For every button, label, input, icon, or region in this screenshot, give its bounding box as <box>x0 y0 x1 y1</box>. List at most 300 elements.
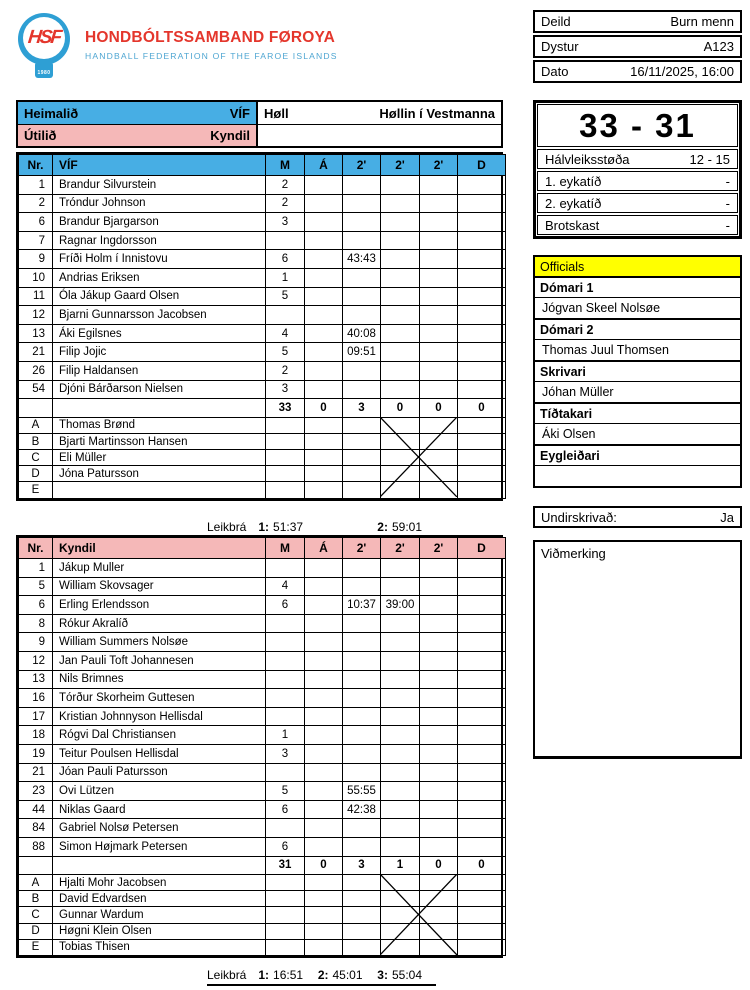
score-panel <box>533 100 742 239</box>
player-d-cell <box>458 744 506 763</box>
roster-table <box>18 154 506 499</box>
player-m-cell: 6 <box>266 837 305 856</box>
player-row <box>19 577 506 596</box>
player-nr-cell: 26 <box>19 361 53 380</box>
player-p1-cell: 40:08 <box>343 324 381 343</box>
roster-table-away <box>16 535 503 958</box>
player-m-cell <box>266 614 305 633</box>
player-m-cell <box>266 651 305 670</box>
player-p1-cell <box>343 361 381 380</box>
match-info-label: Deild <box>541 14 571 29</box>
bench-empty-cell <box>420 466 458 482</box>
player-m-cell <box>266 819 305 838</box>
player-p3-cell <box>420 707 458 726</box>
player-p2-cell <box>381 837 420 856</box>
bench-empty-cell <box>305 923 343 939</box>
player-p2-cell <box>381 577 420 596</box>
player-m-cell: 5 <box>266 287 305 306</box>
bench-row <box>19 466 506 482</box>
player-nr-cell: 18 <box>19 726 53 745</box>
extratime1-value: - <box>725 173 730 189</box>
bench-empty-cell <box>305 450 343 466</box>
player-m-cell: 4 <box>266 577 305 596</box>
bench-empty-cell <box>266 907 305 923</box>
player-a-cell <box>305 250 343 269</box>
player-p1-cell <box>343 614 381 633</box>
bench-row <box>19 907 506 923</box>
player-row <box>19 689 506 708</box>
player-a-cell <box>305 633 343 652</box>
bench-name-cell: Bjarti Martinsson Hansen <box>53 433 266 449</box>
player-a-cell <box>305 596 343 615</box>
player-a-cell <box>305 380 343 399</box>
player-m-cell: 3 <box>266 213 305 232</box>
player-name-cell: Ragnar Ingdorsson <box>53 231 266 250</box>
player-nr-cell: 84 <box>19 819 53 838</box>
player-name-cell: Tórður Skorheim Guttesen <box>53 689 266 708</box>
player-name-cell: Kristian Johnnyson Hellisdal <box>53 707 266 726</box>
player-d-cell <box>458 380 506 399</box>
player-nr-cell: 13 <box>19 324 53 343</box>
player-m-cell: 1 <box>266 726 305 745</box>
player-d-cell <box>458 324 506 343</box>
match-info-label: Dystur <box>541 39 579 54</box>
match-info-value: Burn menn <box>670 14 734 29</box>
player-a-cell <box>305 819 343 838</box>
player-p3-cell <box>420 324 458 343</box>
bench-empty-cell <box>305 875 343 891</box>
player-a-cell <box>305 782 343 801</box>
bench-empty-cell <box>305 433 343 449</box>
bench-empty-cell <box>381 891 420 907</box>
player-m-cell: 6 <box>266 800 305 819</box>
column-header: Nr. <box>19 538 53 559</box>
player-row <box>19 744 506 763</box>
bench-empty-cell <box>343 482 381 498</box>
player-name-cell: Rógvi Dal Christiansen <box>53 726 266 745</box>
shootout-value: - <box>725 217 730 233</box>
bench-empty-cell <box>305 891 343 907</box>
totals-row <box>19 399 506 418</box>
player-p2-cell <box>381 614 420 633</box>
bench-empty-cell <box>343 417 381 433</box>
bench-empty-cell <box>381 907 420 923</box>
player-p1-cell <box>343 651 381 670</box>
player-d-cell <box>458 782 506 801</box>
column-header: 2' <box>420 155 458 176</box>
player-p1-cell <box>343 268 381 287</box>
player-d-cell <box>458 306 506 325</box>
player-row <box>19 559 506 578</box>
player-d-cell <box>458 250 506 269</box>
player-p1-cell <box>343 380 381 399</box>
player-p1-cell: 42:38 <box>343 800 381 819</box>
totals-value-cell: 31 <box>266 856 305 875</box>
player-name-cell: Teitur Poulsen Hellisdal <box>53 744 266 763</box>
player-p1-cell <box>343 306 381 325</box>
match-info-row <box>533 35 742 58</box>
player-p2-cell <box>381 380 420 399</box>
bench-row <box>19 939 506 955</box>
player-d-cell <box>458 176 506 195</box>
player-nr-cell: 21 <box>19 763 53 782</box>
match-info-value: A123 <box>703 39 734 54</box>
player-d-cell <box>458 837 506 856</box>
player-nr-cell: 17 <box>19 707 53 726</box>
player-p1-cell <box>343 287 381 306</box>
player-nr-cell: 11 <box>19 287 53 306</box>
player-m-cell: 1 <box>266 268 305 287</box>
totals-value-cell: 0 <box>458 856 506 875</box>
signed-box <box>533 506 742 528</box>
player-row <box>19 726 506 745</box>
bench-letter-cell: D <box>19 923 53 939</box>
player-d-cell <box>458 213 506 232</box>
player-row <box>19 194 506 213</box>
bench-empty-cell <box>420 875 458 891</box>
player-p1-cell: 10:37 <box>343 596 381 615</box>
player-name-cell: Djóni Bárðarson Nielsen <box>53 380 266 399</box>
player-p2-cell <box>381 763 420 782</box>
bench-empty-cell <box>381 450 420 466</box>
player-d-cell <box>458 819 506 838</box>
player-a-cell <box>305 651 343 670</box>
bench-empty-cell <box>266 466 305 482</box>
player-name-cell: Nils Brimnes <box>53 670 266 689</box>
bench-empty-cell <box>343 875 381 891</box>
leikbra-entry <box>258 520 303 534</box>
player-m-cell: 2 <box>266 361 305 380</box>
bench-letter-cell: E <box>19 482 53 498</box>
bench-empty-cell <box>343 907 381 923</box>
bench-row <box>19 450 506 466</box>
leikbra-time: 45:01 <box>332 968 363 982</box>
player-p3-cell <box>420 194 458 213</box>
bench-name-cell: Eli Müller <box>53 450 266 466</box>
bench-empty-cell <box>266 450 305 466</box>
player-m-cell: 3 <box>266 380 305 399</box>
player-nr-cell: 10 <box>19 268 53 287</box>
player-d-cell <box>458 800 506 819</box>
player-row <box>19 268 506 287</box>
totals-value-cell: 3 <box>343 856 381 875</box>
bench-row <box>19 923 506 939</box>
player-a-cell <box>305 763 343 782</box>
official-role: Dómari 1 <box>535 278 740 298</box>
official-role: Skrivari <box>535 362 740 382</box>
column-header: D <box>458 155 506 176</box>
player-nr-cell: 13 <box>19 670 53 689</box>
player-p3-cell <box>420 287 458 306</box>
player-p3-cell <box>420 726 458 745</box>
player-a-cell <box>305 614 343 633</box>
player-name-cell: Rókur Akralíð <box>53 614 266 633</box>
player-row <box>19 651 506 670</box>
player-p3-cell <box>420 744 458 763</box>
player-p2-cell <box>381 213 420 232</box>
player-p3-cell <box>420 782 458 801</box>
player-p3-cell <box>420 837 458 856</box>
player-row <box>19 837 506 856</box>
player-m-cell <box>266 231 305 250</box>
player-p2-cell <box>381 670 420 689</box>
roster-table-home <box>16 152 503 501</box>
official-role: Tíðtakari <box>535 404 740 424</box>
totals-empty-cell <box>19 856 53 875</box>
hall-label: Høll <box>264 105 289 121</box>
player-row <box>19 800 506 819</box>
column-header: Nr. <box>19 155 53 176</box>
player-name-cell: Bjarni Gunnarsson Jacobsen <box>53 306 266 325</box>
player-p2-cell <box>381 744 420 763</box>
bench-empty-cell <box>305 907 343 923</box>
player-d-cell <box>458 633 506 652</box>
bench-empty-cell <box>458 433 506 449</box>
player-row <box>19 763 506 782</box>
player-a-cell <box>305 837 343 856</box>
player-nr-cell: 9 <box>19 250 53 269</box>
player-p2-cell <box>381 343 420 362</box>
official-entry <box>535 446 740 486</box>
player-name-cell: Simon Højmark Petersen <box>53 837 266 856</box>
hall-cell <box>258 102 501 124</box>
leikbra-period: 2: <box>377 520 388 534</box>
player-p1-cell <box>343 707 381 726</box>
player-a-cell <box>305 707 343 726</box>
player-p3-cell <box>420 633 458 652</box>
roster-table <box>18 537 506 956</box>
player-p1-cell <box>343 837 381 856</box>
column-header: 2' <box>343 538 381 559</box>
bench-empty-cell <box>458 875 506 891</box>
player-p3-cell <box>420 361 458 380</box>
player-row <box>19 306 506 325</box>
bench-row <box>19 482 506 498</box>
bench-empty-cell <box>458 891 506 907</box>
totals-value-cell: 0 <box>458 399 506 418</box>
player-p3-cell <box>420 800 458 819</box>
bench-empty-cell <box>381 482 420 498</box>
federation-text <box>85 13 338 61</box>
bench-letter-cell: D <box>19 466 53 482</box>
federation-logo-area <box>18 13 338 81</box>
extratime1-row <box>537 171 738 191</box>
column-header: Kyndil <box>53 538 266 559</box>
remarks-box <box>533 540 742 759</box>
leikbra-label: Leikbrá <box>207 968 247 982</box>
column-header: M <box>266 155 305 176</box>
leikbra-entry <box>377 520 422 534</box>
leikbra-time: 51:37 <box>273 520 304 534</box>
bench-empty-cell <box>381 417 420 433</box>
player-p3-cell <box>420 306 458 325</box>
player-m-cell: 6 <box>266 250 305 269</box>
player-d-cell <box>458 361 506 380</box>
bench-empty-cell <box>343 939 381 955</box>
column-header: 2' <box>343 155 381 176</box>
player-nr-cell: 2 <box>19 194 53 213</box>
player-row <box>19 213 506 232</box>
player-p3-cell <box>420 577 458 596</box>
player-nr-cell: 54 <box>19 380 53 399</box>
official-role: Dómari 2 <box>535 320 740 340</box>
column-header: VÍF <box>53 155 266 176</box>
logo-ball <box>18 13 70 65</box>
player-a-cell <box>305 176 343 195</box>
bench-empty-cell <box>420 450 458 466</box>
hsf-balloon-logo-icon <box>18 13 72 81</box>
player-p1-cell <box>343 670 381 689</box>
bench-letter-cell: B <box>19 433 53 449</box>
player-nr-cell: 6 <box>19 213 53 232</box>
player-row <box>19 819 506 838</box>
bench-letter-cell: C <box>19 450 53 466</box>
player-a-cell <box>305 231 343 250</box>
bench-name-cell: Gunnar Wardum <box>53 907 266 923</box>
player-p2-cell <box>381 361 420 380</box>
player-m-cell <box>266 670 305 689</box>
leikbra-period: 1: <box>258 520 270 534</box>
official-entry <box>535 278 740 320</box>
halftime-row <box>537 149 738 169</box>
column-header: 2' <box>381 538 420 559</box>
player-nr-cell: 6 <box>19 596 53 615</box>
player-p1-cell: 55:55 <box>343 782 381 801</box>
bench-empty-cell <box>266 939 305 955</box>
totals-row <box>19 856 506 875</box>
player-p2-cell <box>381 633 420 652</box>
player-name-cell: Áki Egilsnes <box>53 324 266 343</box>
roster-header-row <box>19 155 506 176</box>
halftime-score: 12 - 15 <box>689 151 730 167</box>
player-d-cell <box>458 596 506 615</box>
home-label: Heimalið <box>24 105 79 121</box>
home-row <box>18 102 501 124</box>
leikbra-period: 2: <box>317 968 329 982</box>
bench-empty-cell <box>420 907 458 923</box>
totals-value-cell: 0 <box>420 399 458 418</box>
player-p3-cell <box>420 176 458 195</box>
away-extra-cell <box>258 125 501 146</box>
player-nr-cell: 19 <box>19 744 53 763</box>
totals-value-cell: 1 <box>381 856 420 875</box>
bench-empty-cell <box>420 939 458 955</box>
player-p2-cell: 39:00 <box>381 596 420 615</box>
bench-empty-cell <box>305 482 343 498</box>
bench-empty-cell <box>420 891 458 907</box>
totals-value-cell: 0 <box>305 856 343 875</box>
official-entry <box>535 320 740 362</box>
game-clock-line-away <box>16 968 503 986</box>
player-p2-cell <box>381 782 420 801</box>
official-name: Áki Olsen <box>542 427 596 441</box>
player-row <box>19 361 506 380</box>
totals-value-cell: 3 <box>343 399 381 418</box>
player-p3-cell <box>420 763 458 782</box>
player-nr-cell: 21 <box>19 343 53 362</box>
player-a-cell <box>305 744 343 763</box>
player-a-cell <box>305 800 343 819</box>
player-nr-cell: 44 <box>19 800 53 819</box>
logo-initials: HSF <box>26 27 62 48</box>
extratime2-label: 2. eykatíð <box>545 195 602 211</box>
player-name-cell: Niklas Gaard <box>53 800 266 819</box>
bench-name-cell <box>53 482 266 498</box>
player-m-cell: 5 <box>266 343 305 362</box>
player-p2-cell <box>381 231 420 250</box>
player-name-cell: Erling Erlendsson <box>53 596 266 615</box>
federation-subtitle: HANDBALL FEDERATION OF THE FAROE ISLANDS <box>85 51 338 61</box>
totals-empty-cell <box>53 399 266 418</box>
player-a-cell <box>305 670 343 689</box>
officials-panel <box>533 255 742 488</box>
player-row <box>19 231 506 250</box>
player-nr-cell: 1 <box>19 559 53 578</box>
player-m-cell: 3 <box>266 744 305 763</box>
player-nr-cell: 88 <box>19 837 53 856</box>
player-row <box>19 614 506 633</box>
totals-value-cell: 0 <box>420 856 458 875</box>
player-p1-cell <box>343 194 381 213</box>
player-nr-cell: 12 <box>19 306 53 325</box>
player-p3-cell <box>420 231 458 250</box>
shootout-label: Brotskast <box>545 217 600 233</box>
player-p3-cell <box>420 380 458 399</box>
player-m-cell <box>266 763 305 782</box>
player-p2-cell <box>381 176 420 195</box>
extratime1-label: 1. eykatíð <box>545 173 602 189</box>
column-header: M <box>266 538 305 559</box>
bench-empty-cell <box>266 417 305 433</box>
player-name-cell: Andrias Eriksen <box>53 268 266 287</box>
player-p1-cell <box>343 726 381 745</box>
extratime2-row <box>537 193 738 213</box>
leikbra-entries <box>258 520 436 534</box>
player-p3-cell <box>420 268 458 287</box>
player-name-cell: Filip Haldansen <box>53 361 266 380</box>
player-d-cell <box>458 577 506 596</box>
extratime2-value: - <box>725 195 730 211</box>
totals-value-cell: 0 <box>381 399 420 418</box>
player-row <box>19 596 506 615</box>
column-header: Á <box>305 155 343 176</box>
signed-value: Ja <box>720 509 734 525</box>
player-p3-cell <box>420 651 458 670</box>
player-row <box>19 287 506 306</box>
player-m-cell <box>266 559 305 578</box>
player-d-cell <box>458 670 506 689</box>
totals-empty-cell <box>19 399 53 418</box>
player-p1-cell <box>343 763 381 782</box>
player-row <box>19 670 506 689</box>
player-p3-cell <box>420 343 458 362</box>
bench-empty-cell <box>420 482 458 498</box>
player-d-cell <box>458 194 506 213</box>
away-team: Kyndil <box>210 128 250 143</box>
player-p3-cell <box>420 250 458 269</box>
player-row <box>19 380 506 399</box>
player-row <box>19 343 506 362</box>
bench-letter-cell: C <box>19 907 53 923</box>
official-name: Jóhan Müller <box>542 385 614 399</box>
bench-empty-cell <box>458 417 506 433</box>
player-d-cell <box>458 763 506 782</box>
player-name-cell: Jákup Muller <box>53 559 266 578</box>
logo-ball-inner <box>23 17 65 59</box>
player-a-cell <box>305 559 343 578</box>
bench-empty-cell <box>458 923 506 939</box>
player-p3-cell <box>420 596 458 615</box>
